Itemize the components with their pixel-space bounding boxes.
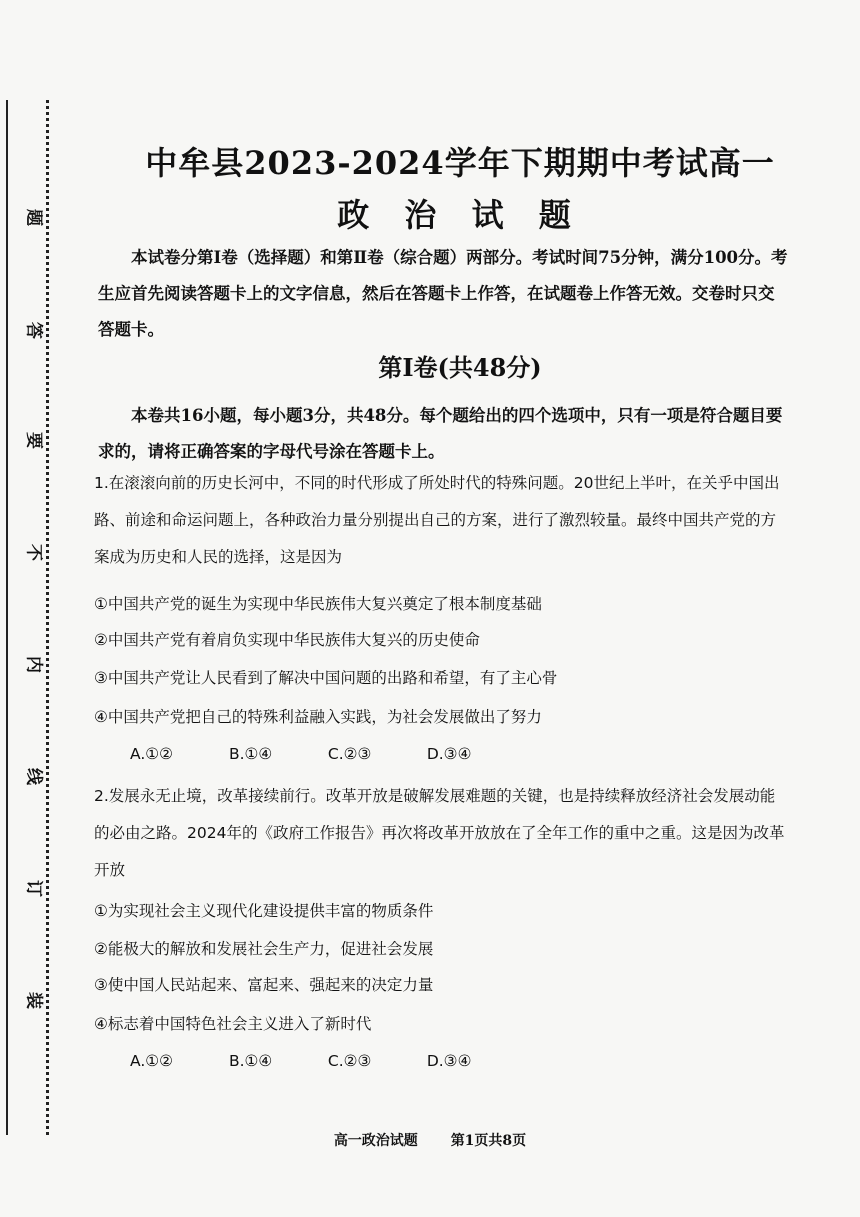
choice-b: B.①④ [228,745,273,763]
section-title: 第Ⅰ卷(共48分) [378,353,542,382]
binding-char: 答 [23,322,44,339]
exam-instructions: 本试卷分第Ⅰ卷（选择题）和第Ⅱ卷（综合题）两部分。考试时间75分钟，满分100分。考生应首先阅读答题卡上的文字信息，然后在答题卡上作答，在试题卷上作答无效。交卷时只交答题卡。 [98,248,788,339]
binding-char: 内 [23,656,44,673]
question-item: ④标志着中国特色社会主义进入了新时代 [94,1015,372,1033]
exam-subtitle: 政 治 试 题 [337,196,583,234]
question-item: ①中国共产党的诞生为实现中华民族伟大复兴奠定了根本制度基础 [94,595,542,613]
binding-char: 题 [23,209,44,226]
binding-margin [6,100,50,1135]
choice-b: B.①④ [228,1052,273,1070]
footer-page-number: 第1页共8页 [450,1133,527,1149]
section-description: 本卷共16小题，每小题3分，共48分。每个题给出的四个选项中，只有一项是符合题目要求的，请将正确答案的字母代号涂在答题卡上。 [98,406,783,461]
binding-char: 订 [23,880,44,897]
choice-c: C.②③ [327,745,372,763]
page-footer [0,1130,860,1150]
question-stem: 2.发展永无止境，改革接续前行。改革开放是破解发展难题的关键，也是持续释放经济社会发展动能的必由之路。2024年的《政府工作报告》再次将改革开放放在了全年工作的重中之重。这是因为改革开放 [94,787,785,879]
answer-choices [130,1052,521,1070]
binding-char: 装 [23,992,44,1009]
question-item: ③中国共产党让人民看到了解决中国问题的出路和希望，有了主心骨 [94,669,558,687]
question-stem: 1.在滚滚向前的历史长河中，不同的时代形成了所处时代的特殊问题。20世纪上半叶，在关乎中国出路、前途和命运问题上，各种政治力量分别提出自己的方案，进行了激烈较量。最终中国共产党的方案成为历史和人民的选择，这是因为 [94,474,780,566]
binding-solid-line [6,100,8,1135]
choice-a: A.①② [130,745,174,763]
answer-choices [130,745,521,763]
question-item: ②能极大的解放和发展社会生产力，促进社会发展 [94,940,434,958]
question-item: ④中国共产党把自己的特殊利益融入实践，为社会发展做出了努力 [94,708,542,726]
choice-d: D.③④ [426,745,472,763]
question-item: ①为实现社会主义现代化建设提供丰富的物质条件 [94,902,434,920]
binding-char: 线 [23,768,44,785]
choice-a: A.①② [130,1052,174,1070]
choice-d: D.③④ [426,1052,472,1070]
question-item: ②中国共产党有着肩负实现中华民族伟大复兴的历史使命 [94,631,480,649]
binding-char: 不 [23,544,44,561]
footer-subject: 高一政治试题 [333,1133,418,1149]
exam-title: 中牟县2023-2024学年下期期中考试高一 [145,144,775,182]
binding-char: 要 [23,432,44,449]
binding-dotted-line [46,100,49,1135]
question-item: ③使中国人民站起来、富起来、强起来的决定力量 [94,976,434,994]
choice-c: C.②③ [327,1052,372,1070]
